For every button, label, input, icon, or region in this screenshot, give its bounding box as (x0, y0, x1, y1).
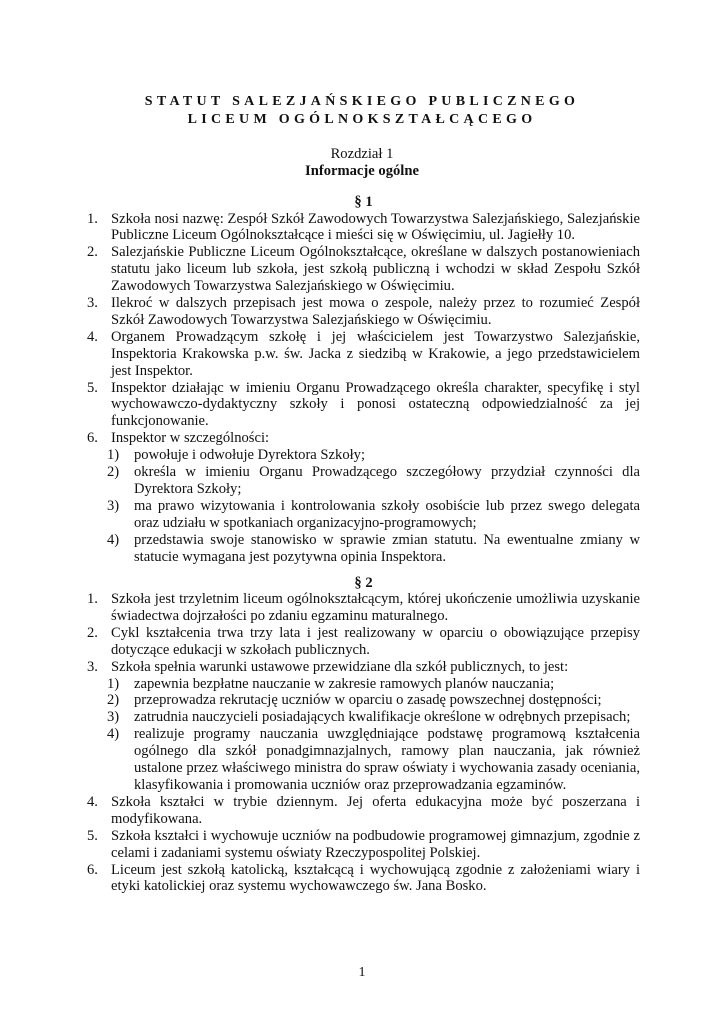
sub-item-number: 2) (107, 692, 120, 709)
sub-item-number: 4) (107, 531, 120, 548)
sub-item-text: realizuje programy nauczania uwzględniające podstawę programową kształcenia ogólnego dla szkół ponadgimnazjalnych, ramowy plan nauczania, jak również ustalone przez właściwego ministra do spraw oświaty i wychowania zasady oceniania, klasyfikowania i promowania uczniów oraz przeprowadzania egzaminów. (134, 726, 640, 793)
page-number: 1 (358, 965, 366, 980)
sub-list-item (87, 692, 640, 709)
sub-item-number: 3) (107, 709, 120, 726)
list-item (87, 659, 640, 676)
sub-item-text: przedstawia swoje stanowisko w sprawie zmian statutu. Na ewentualne zmiany w statucie wymagana jest pozytywna opinia Inspektora. (134, 531, 640, 565)
sub-item-text: zapewnia bezpłatne nauczanie w zakresie ramowych planów nauczania; (134, 675, 555, 692)
item-number: 1. (87, 591, 98, 608)
sub-item-number: 1) (107, 675, 120, 692)
item-number: 5. (87, 379, 98, 396)
sub-list-item (87, 726, 640, 794)
list-item (87, 591, 640, 625)
sub-item-number: 4) (107, 726, 120, 743)
chapter-label: Rozdział 1 (330, 146, 394, 162)
title-line-1: STATUT SALEZJAŃSKIEGO PUBLICZNEGO (144, 94, 580, 109)
item-number: 3. (87, 658, 98, 675)
item-text: Liceum jest szkołą katolicką, kształcącą i wychowującą zgodnie z założeniami wiary i etyki katolickiej oraz systemu wychowawczego św. Jana Bosko. (111, 861, 640, 895)
section-mark-2: § 2 (354, 574, 373, 591)
list-item (87, 211, 640, 245)
list-item (87, 794, 640, 828)
list-item (87, 430, 640, 447)
item-text: Inspektor działając w imieniu Organu Prowadzącego określa charakter, specyfikę i styl wychowawczo-dydaktyczny szkoły i ponosi ostateczną odpowiedzialność za jej funkcjonowanie. (111, 379, 640, 430)
item-number: 6. (87, 861, 98, 878)
item-text: Ilekroć w dalszych przepisach jest mowa o zespole, należy przez to rozumieć Zespół Szkół Zawodowych Towarzystwa Salezjańskiego w Oświęcimiu. (111, 295, 640, 328)
document-body (87, 194, 640, 895)
item-text: Szkoła nosi nazwę: Zespół Szkół Zawodowych Towarzystwa Salezjańskiego, Salezjańskie Publiczne Liceum Ogólnokształcące i mieści się w Oświęcimiu, ul. Jagiełły 10. (111, 210, 640, 244)
sub-item-text: określa w imieniu Organu Prowadzącego szczegółowy przydział czynności dla Dyrektora Szkoły; (134, 464, 640, 497)
item-number: 1. (87, 210, 98, 227)
title-line-2: LICEUM OGÓLNOKSZTAŁCĄCEGO (187, 111, 537, 127)
sub-item-text: zatrudnia nauczycieli posiadających kwalifikacje określone w odrębnych przepisach; (134, 709, 631, 726)
list-item (87, 625, 640, 659)
sub-item-text: przeprowadza rekrutację uczniów w oparciu o zasadę powszechnej dostępności; (134, 692, 602, 709)
item-text: Cykl kształcenia trwa trzy lata i jest realizowany w oparciu o obowiązujące przepisy dotyczące edukacji w szkołach publicznych. (111, 624, 640, 658)
item-text: Szkoła spełnia warunki ustawowe przewidziane dla szkół publicznych, to jest: (111, 658, 569, 675)
sub-list-item (87, 709, 640, 726)
chapter-heading: Informacje ogólne (305, 162, 419, 179)
list-item (87, 862, 640, 896)
list-item (87, 329, 640, 380)
item-text: Organem Prowadzącym szkołę i jej właścicielem jest Towarzystwo Salezjańskie, Inspektoria Krakowska p.w. św. Jacka z siedzibą w Krakowie, a jego przedstawicielem jest Inspektor. (111, 328, 640, 379)
sub-list-item (87, 464, 640, 498)
sub-list-item (87, 676, 640, 693)
sub-item-number: 2) (107, 464, 120, 481)
sub-item-number: 1) (107, 447, 120, 464)
item-text: Szkoła jest trzyletnim liceum ogólnokształcącym, której ukończenie umożliwia uzyskanie świadectwa dojrzałości po zdaniu egzaminu maturalnego. (111, 591, 640, 624)
item-number: 4. (87, 328, 98, 345)
list-item (87, 244, 640, 295)
chapter-header (0, 146, 724, 179)
list-item (87, 828, 640, 862)
item-text: Szkoła kształci w trybie dziennym. Jej oferta edukacyjna może być poszerzana i modyfikowana. (111, 793, 640, 827)
sub-item-text: powołuje i odwołuje Dyrektora Szkoły; (134, 447, 366, 464)
sub-list-item (87, 498, 640, 532)
list-item (87, 380, 640, 431)
item-number: 4. (87, 793, 98, 810)
item-number: 6. (87, 430, 98, 447)
item-number: 5. (87, 827, 98, 844)
sub-list-item (87, 447, 640, 464)
item-text: Salezjańskie Publiczne Liceum Ogólnokształcące, określane w dalszych postanowieniach statutu jako liceum lub szkoła, jest szkołą publiczną i wchodzi w skład Zespołu Szkół Zawodowych Towarzystwa Salezjańskiego w Oświęcimiu. (111, 244, 640, 295)
statute-title (0, 93, 724, 128)
sub-list-item (87, 532, 640, 566)
item-number: 2. (87, 624, 98, 641)
list-item (87, 295, 640, 329)
sub-item-number: 3) (107, 497, 120, 514)
item-number: 3. (87, 295, 98, 312)
item-number: 2. (87, 244, 98, 261)
sub-item-text: ma prawo wizytowania i kontrolowania szkoły osobiście lub przez swego delegata oraz udziału w spotkaniach organizacyjno-programowych; (134, 497, 640, 531)
item-text: Inspektor w szczególności: (111, 430, 270, 447)
section-mark-1: § 1 (354, 194, 373, 210)
item-text: Szkoła kształci i wychowuje uczniów na podbudowie programowej gimnazjum, zgodnie z celami i zadaniami systemu oświaty Rzeczypospolitej Polskiej. (111, 827, 640, 861)
